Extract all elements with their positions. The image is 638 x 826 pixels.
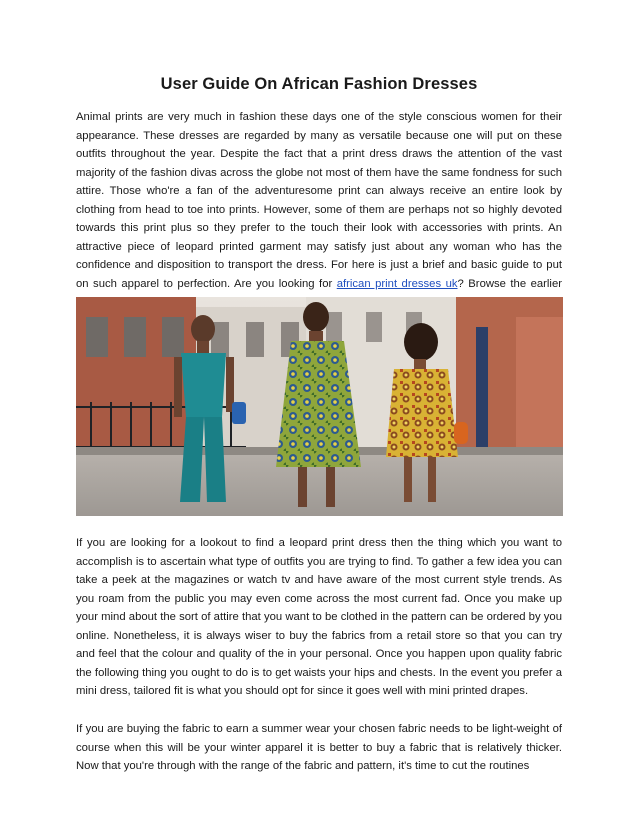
intro-text-end: ? Browse the earlier — [457, 277, 562, 290]
body-paragraph-3: If you are buying the fabric to earn a summer wear your chosen fabric needs to be light-weight of course when this will be your winter apparel it is better to buy a fabric that is relatively thicker. Now that you're through with the range of the fabric and pattern, it's time to cut the routines — [76, 723, 562, 772]
african-print-dresses-link[interactable]: african print dresses uk — [336, 277, 458, 290]
page-title: User Guide On African Fashion Dresses — [160, 75, 478, 93]
fashion-photo — [76, 297, 563, 516]
intro-text: Animal prints are very much in fashion these days one of the style conscious women for their appearance. These dresses are regarded by many as versatile because one will put on these outfits throughout the year. Despite the fact that a print dress draws the attention of the vast majority of the fashion divas across the globe not most of them have the same fondness for such attire. Those who're a fan of the adventuresome print can always receive an entire look by clothing from head to toe into prints. However, some of them are perhaps not so highly devoted towards this print plus so they prefer to the touch their look with accessories with prints. An attractive piece of leopard printed garment may satisfy just about any woman who has the confidence and disposition to transport the dress. For here is just a brief and basic guide to put on such apparel to perfection. Are you looking for — [76, 111, 562, 290]
intro-paragraph — [76, 108, 562, 312]
body-paragraph-2: If you are looking for a lookout to find a leopard print dress then the thing which you want to accomplish is to ascertain what type of outfits you are trying to find. To gather a few idea you can take a peek at the magazines or watch tv and have aware of the most current style trends. As you roam from the public you may even come across the most current fad. Once you make up your mind about the sort of attire that you want to be clothed in the pattern can be ordered by you online. Nonetheless, it is always wiser to buy the fabrics from a retail store so that you can try and feel that the colour and quality of the in your personal. Once you happen upon quality fabric the following thing you ought to do is to get waists your hips and chests. In the event you prefer a mini dress, tailored fit is what you should opt for since it goes well with mini printed drapes. — [76, 537, 562, 697]
